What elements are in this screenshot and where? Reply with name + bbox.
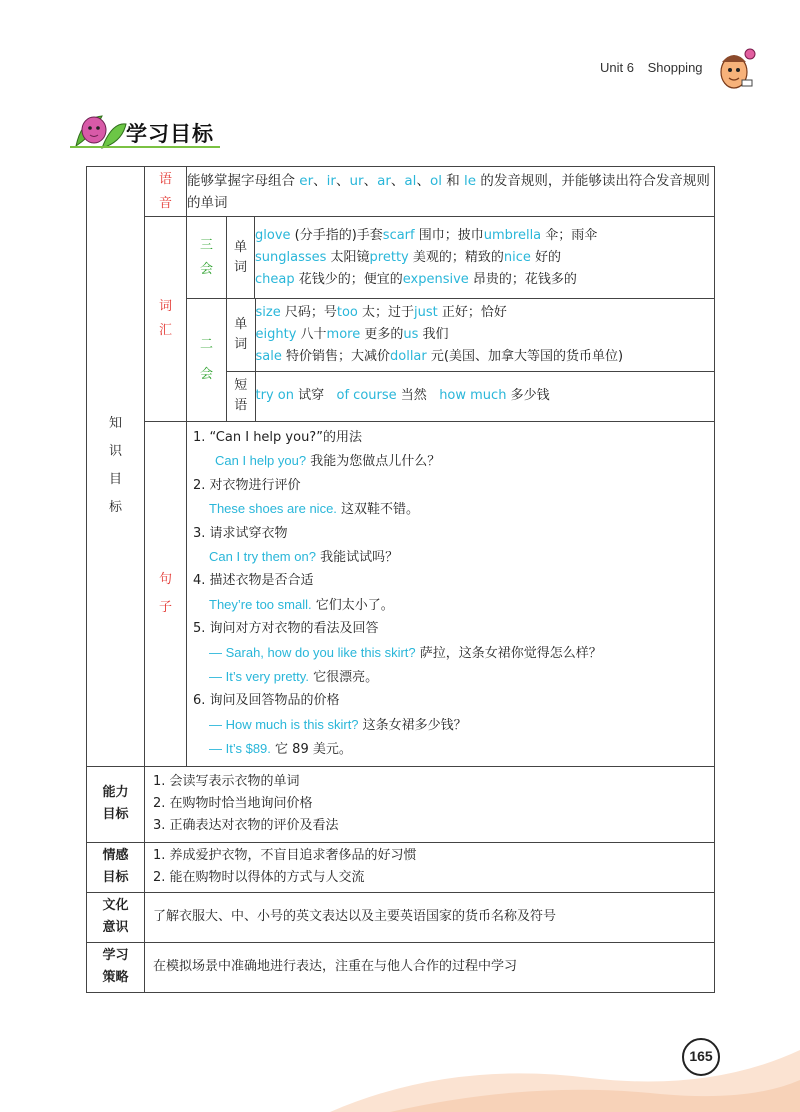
unit-label: Unit 6 (600, 60, 634, 75)
er-hui-words-label: 单 词 (227, 299, 255, 371)
culture-content: 了解衣服大、中、小号的英文表达以及主要英语国家的货币名称及符号 (145, 892, 715, 942)
er-hui-label: 二 会 (187, 299, 227, 422)
pronunciation-label: 语 音 (145, 167, 187, 217)
objectives-table (86, 166, 715, 993)
character-mascot-icon (712, 44, 760, 92)
footer-wave-decoration (330, 1020, 800, 1112)
sentences-label: 句 子 (145, 422, 187, 767)
san-hui-words-label: 单 词 (227, 217, 255, 299)
pronunciation-content: 能够掌握字母组合 er、ir、ur、ar、al、ol 和 le 的发音规则，并能够读出符合发音规则的单词 (187, 167, 715, 217)
san-hui-label: 三 会 (187, 217, 227, 299)
strategy-label: 学习 策略 (87, 942, 145, 992)
sentences-content: 1. “Can I help you?”的用法 Can I help you? 我能为您做点儿什么？ 2. 对衣物进行评价 These shoes are nice. 这双鞋不错。 3. 请求试穿衣物 Can I try them on? 我能试试吗？ 4. 描述衣物是否合适 They’re too small. 它们太小了。 5. 询问对方对衣物的看法及回答 — Sarah, how do you like this skirt? 萨拉，这条女裙你觉得怎么样？ — It’s very pretty. 它很漂亮。 6. 询问及回答物品的价格 — How much is this skirt? 这条女裙多少钱？ — It’s $89. 它 89 美元。 (187, 422, 715, 767)
san-hui-words: glove (分手指的)手套scarf 围巾；披巾umbrella 伞；雨伞 sunglasses 太阳镜pretty 美观的；精致的nice 好的 cheap 花钱少的；便宜的expensive 昂贵的；花钱多的 (255, 217, 715, 299)
page-number: 165 (682, 1038, 720, 1076)
vocabulary-label: 词 汇 (145, 217, 187, 422)
er-hui-phrases-label: 短 语 (227, 371, 255, 421)
section-title (72, 104, 232, 152)
unit-topic: Shopping (647, 60, 703, 75)
page-title: 学习目标 (126, 122, 214, 146)
ability-label: 能力 目标 (87, 766, 145, 842)
strawberry-leaf-icon (72, 104, 128, 152)
knowledge-label: 知 识 目 标 (87, 167, 145, 767)
er-hui-phrases: try on 试穿 of course 当然 how much 多少钱 (255, 388, 550, 404)
er-hui-words: size 尺码；号too 太；过于just 正好；恰好 eighty 八十more 更多的us 我们 sale 特价销售；大减价dollar 元(美国、加拿大等国的货币单位) (255, 299, 714, 371)
emotion-content: 1. 养成爱护衣物，不盲目追求奢侈品的好习惯 2. 能在购物时以得体的方式与人交流 (145, 842, 715, 892)
strategy-content: 在模拟场景中准确地进行表达，注重在与他人合作的过程中学习 (145, 942, 715, 992)
er-hui-inner (227, 299, 715, 422)
running-header (600, 60, 703, 75)
title-underline (70, 146, 220, 148)
culture-label: 文化 意识 (87, 892, 145, 942)
ability-content: 1. 会读写表示衣物的单词 2. 在购物时恰当地询问价格 3. 正确表达对衣物的评价及看法 (145, 766, 715, 842)
emotion-label: 情感 目标 (87, 842, 145, 892)
